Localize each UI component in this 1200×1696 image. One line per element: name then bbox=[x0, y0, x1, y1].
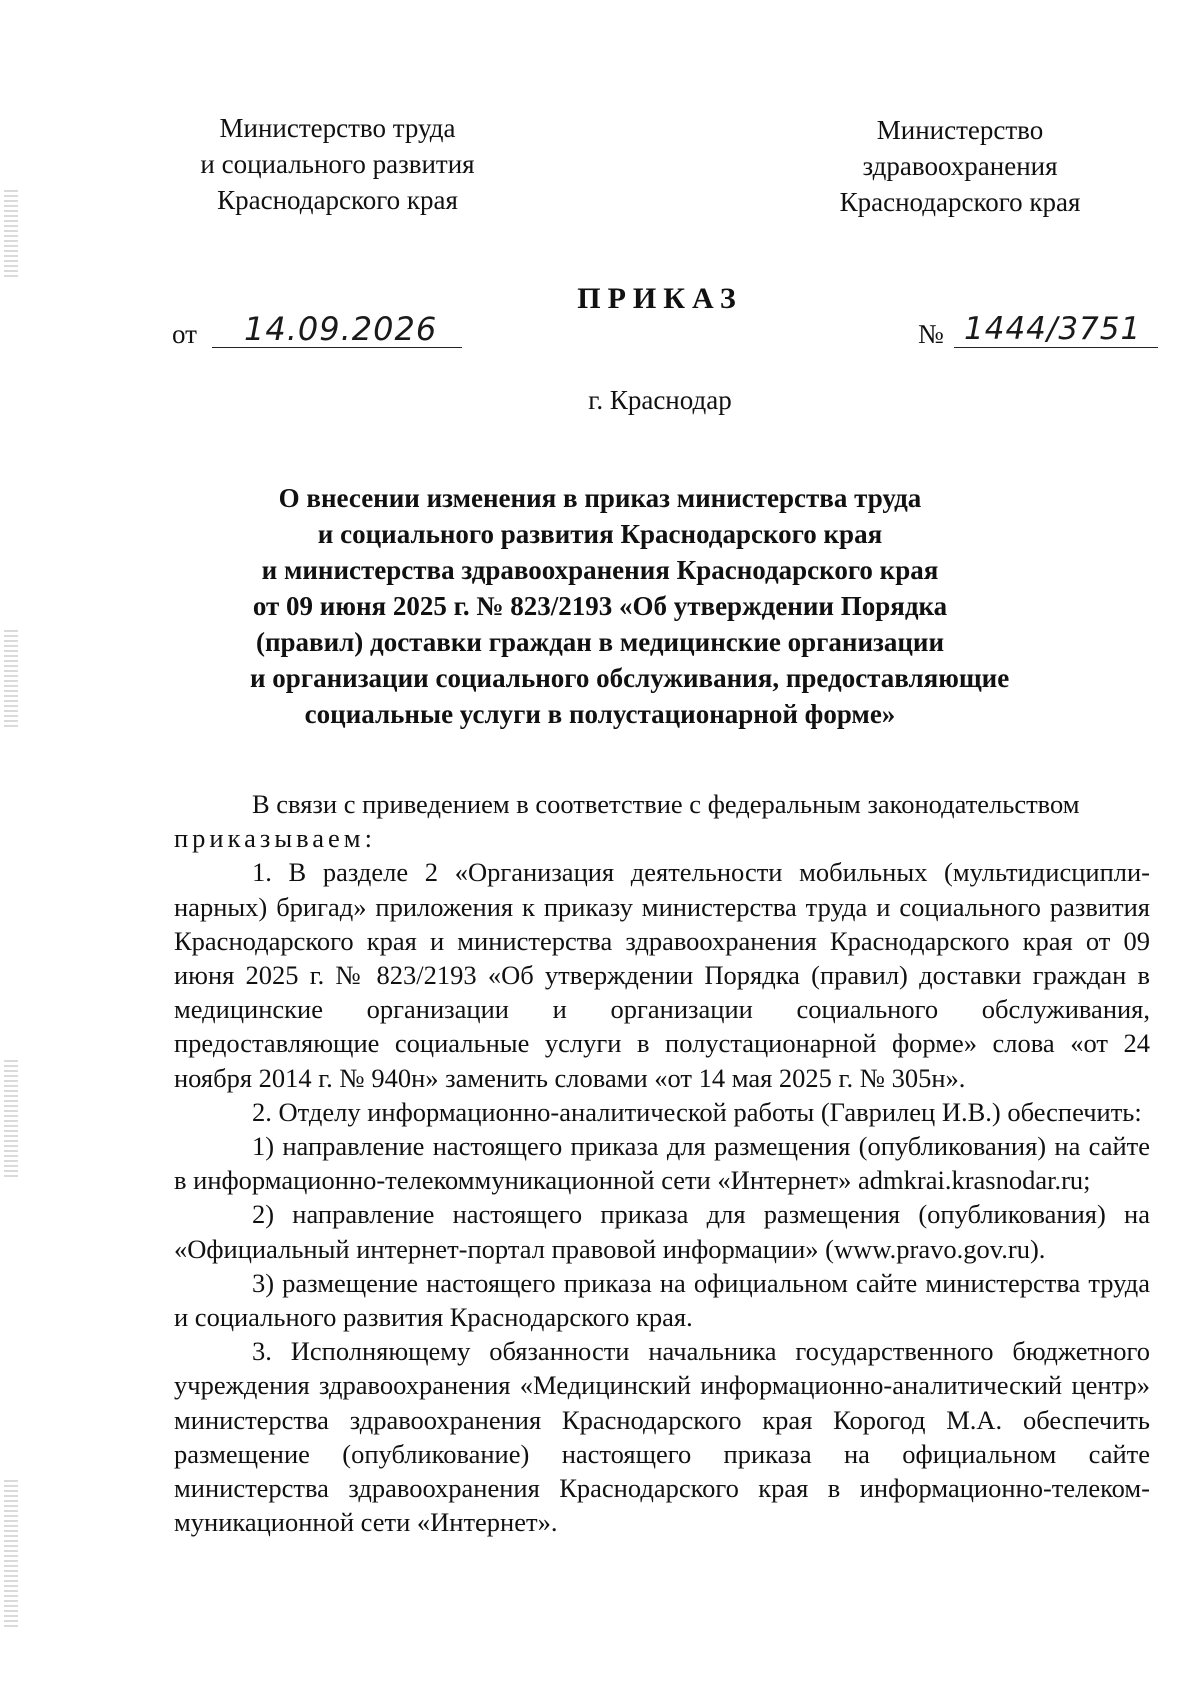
order-date bbox=[172, 310, 462, 356]
clause-2-item-1: 1) направление настоящего приказа для размещения (опубликования) на сайте в информационно-телекоммуникационной сети «Интернет» admkrai.krasnodar.ru; bbox=[174, 1131, 1150, 1196]
title-line: и организации социального обслуживания, предоставляющие bbox=[250, 663, 1010, 693]
number-underline bbox=[954, 347, 1158, 348]
issuer-line: здравоохранения bbox=[862, 151, 1058, 181]
scan-artifact bbox=[4, 190, 18, 280]
number-sign: № bbox=[918, 319, 944, 349]
issuer-line: Министерство bbox=[876, 115, 1044, 145]
order-title bbox=[250, 480, 1010, 732]
clause-2-item-3: 3) размещение настоящего приказа на официальном сайте министерства труда и социального развития Краснодарского края. bbox=[174, 1267, 1150, 1333]
issuer-line: Министерство труда bbox=[219, 113, 456, 143]
title-line: О внесении изменения в приказ министерства труда bbox=[278, 483, 922, 513]
title-line: и министерства здравоохранения Краснодарского края bbox=[261, 555, 939, 585]
issuer-line: и социального развития bbox=[200, 149, 475, 179]
clause-2: 2. Отделу информационно-аналитической работы (Гаврилец И.В.) обеспечить: bbox=[252, 1096, 1142, 1127]
title-line: и социального развития Краснодарского края bbox=[317, 519, 883, 549]
order-body bbox=[174, 787, 1150, 1539]
order-word: приказываем: bbox=[174, 823, 376, 854]
issuer-health-ministry bbox=[800, 112, 1120, 220]
title-line: от 09 июня 2025 г. № 823/2193 «Об утверждении Порядка bbox=[252, 591, 948, 621]
document-type-heading: ПРИКАЗ bbox=[577, 282, 743, 315]
handwritten-date: 14.09.2026 bbox=[244, 310, 438, 348]
date-prefix: от bbox=[172, 319, 197, 349]
order-number bbox=[918, 306, 1158, 356]
scan-artifact bbox=[4, 630, 18, 730]
scan-artifact bbox=[4, 1060, 18, 1180]
clause-3: 3. Исполняющему обязанности начальника государственного бюджетного учреждения здравоохранения «Медицинский информационно-аналитический центр» министерства здравоохранения Краснодарского края Корогод М.А. обеспечить размещение (опубликование) настоящего приказа на официальном сайте министерства здравоохранения Краснодарского края в информационно-телекоммуникационной сети «Интернет». bbox=[174, 1336, 1150, 1538]
issuer-line: Краснодарского края bbox=[217, 185, 458, 215]
preamble: В связи с приведением в соответствие с федеральным законодательством bbox=[252, 789, 1080, 819]
scan-artifact bbox=[4, 1480, 18, 1630]
title-line: (правил) доставки граждан в медицинские организации bbox=[255, 627, 945, 657]
handwritten-number: 1444/3751 bbox=[964, 311, 1142, 347]
clause-2-item-2: 2) направление настоящего приказа для размещения (опубликования) на «Официальный интернет-портал правовой информации» (www.pravo.gov.ru). bbox=[174, 1199, 1150, 1264]
city-of-issue: г. Краснодар bbox=[588, 385, 732, 415]
issuer-labor-ministry bbox=[170, 110, 505, 218]
issuer-line: Краснодарского края bbox=[839, 187, 1081, 217]
clause-1: 1. В разделе 2 «Организация деятельности мобильных (мультидисциплинарных) бригад» приложения к приказу министерства труда и социального развития Краснодарского края и министерства здравоохранения Краснодарского края от 09 июня 2025 г. № 823/2193 «Об утверждении Порядка (правил) доставки граждан в медицинские организации и организации социального обслуживания, предоставляющие социальные услуги в полустационарной форме» слова «от 24 ноября 2014 г. № 940н» заменить словами «от 14 мая 2025 г. № 305н». bbox=[174, 857, 1150, 1093]
title-line: социальные услуги в полустационарной форме» bbox=[304, 699, 896, 729]
